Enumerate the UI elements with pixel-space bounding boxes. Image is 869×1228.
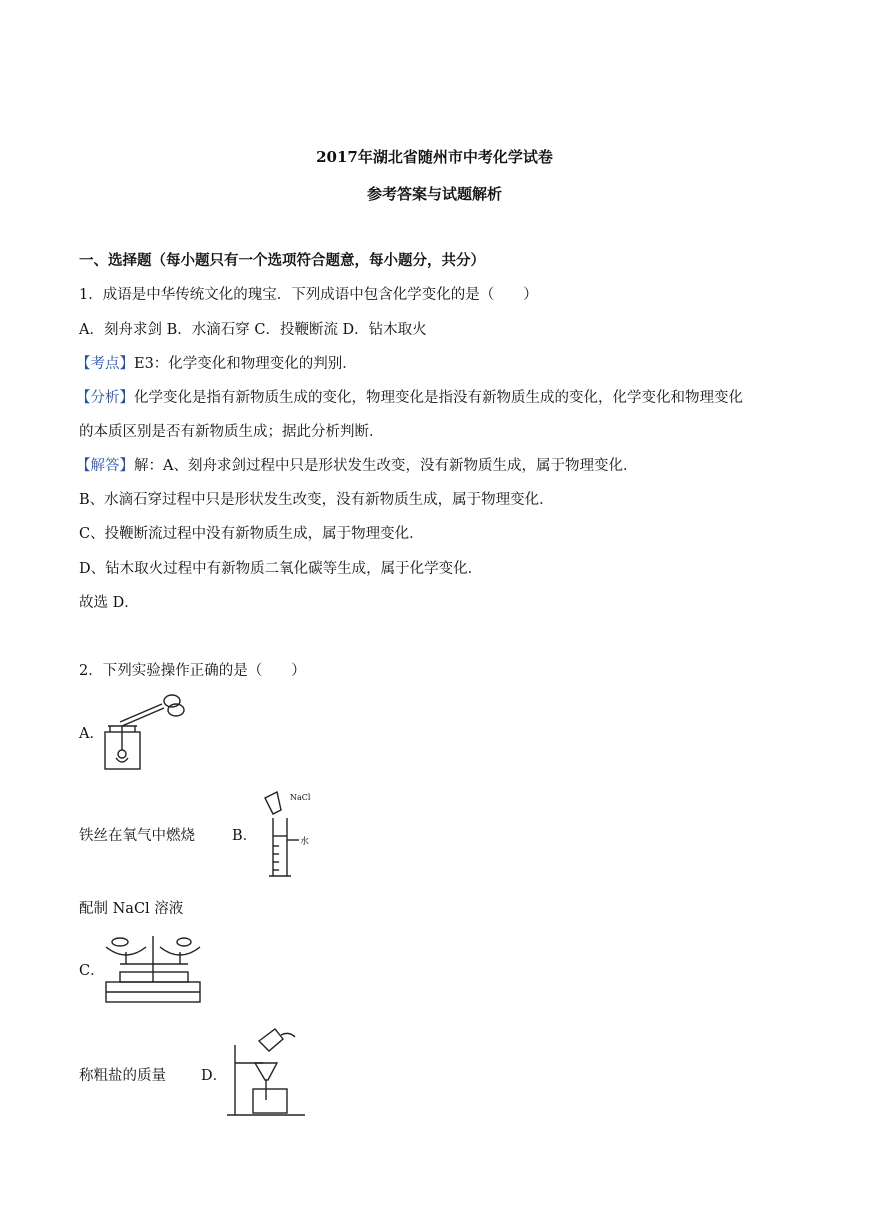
q2-opt-a-label: A．: [79, 726, 104, 742]
q2-opt-c-caption: 称粗盐的质量: [79, 1068, 166, 1084]
fenxi-tag: 【分析】: [76, 390, 134, 406]
fenxi-text-2: 的本质区别是否有新物质生成；据此分析判断．: [79, 424, 384, 440]
document-title: 2017年湖北省随州市中考化学试卷: [316, 148, 553, 166]
nacl-figure-label: NaCl: [290, 793, 311, 802]
iron-wire-burning-figure: [100, 692, 190, 772]
jieda-tag: 【解答】: [76, 458, 134, 474]
q1-kaodian: [76, 352, 357, 373]
q1-line-c: C、投鞭断流过程中没有新物质生成，属于物理变化．: [79, 526, 424, 542]
q1-jieda: [76, 454, 637, 475]
q1-line-d: D、钻木取火过程中有新物质二氧化碳等生成，属于化学变化．: [79, 561, 483, 577]
q1-options: A．刻舟求剑 B．水滴石穿 C．投鞭断流 D．钻木取火: [79, 322, 427, 338]
kaodian-text: E3：化学变化和物理变化的判别．: [134, 356, 357, 372]
q1-line-b: B、水滴石穿过程中只是形状发生改变，没有新物质生成，属于物理变化．: [79, 492, 554, 508]
q2-opt-c-label: C．: [79, 963, 105, 979]
q1-fenxi: [76, 386, 743, 407]
fenxi-text-1: 化学变化是指有新物质生成的变化，物理变化是指没有新物质生成的变化，化学变化和物理变化: [134, 390, 743, 406]
filtration-figure: [225, 1025, 305, 1120]
q1-answer: 故选 D．: [79, 595, 139, 611]
kaodian-tag: 【考点】: [76, 356, 134, 372]
q2-opt-b-caption: 配制 NaCl 溶液: [79, 901, 184, 917]
balance-scale-figure: [100, 932, 205, 1007]
water-figure-label: 水: [300, 837, 310, 847]
q2-opt-a-caption: 铁丝在氧气中燃烧: [79, 828, 195, 844]
q2-opt-b-label: B．: [232, 828, 258, 844]
section-heading: 一、选择题（每小题只有一个选项符合题意，每小题分，共分）: [79, 252, 485, 269]
q2-opt-d-label: D．: [201, 1068, 228, 1084]
nacl-solution-figure: [255, 788, 330, 883]
document-subtitle: 参考答案与试题解析: [366, 185, 502, 203]
q2-stem: 2．下列实验操作正确的是（ ）: [79, 663, 306, 679]
q1-stem: 1．成语是中华传统文化的瑰宝．下列成语中包含化学变化的是（ ）: [79, 287, 538, 303]
jieda-text: 解：A、刻舟求剑过程中只是形状发生改变，没有新物质生成，属于物理变化．: [134, 458, 638, 474]
